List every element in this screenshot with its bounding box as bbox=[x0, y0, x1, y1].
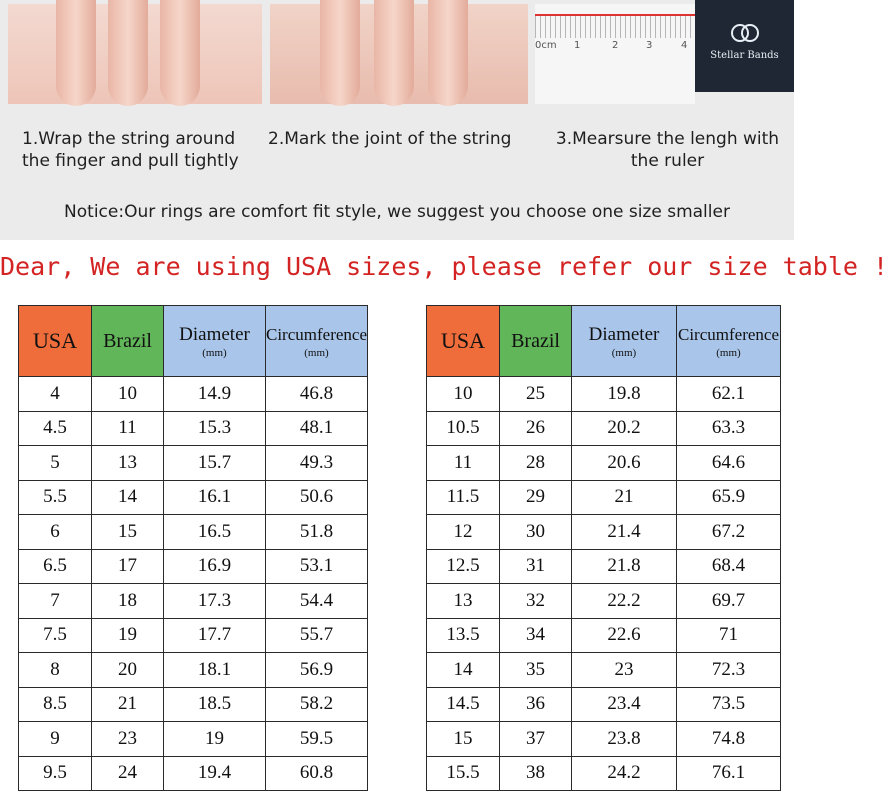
cell-usa: 10.5 bbox=[427, 411, 500, 446]
step-measure: 3.Mearsure the lengh with the ruler bbox=[555, 129, 780, 171]
cell-circumference: 69.7 bbox=[677, 584, 781, 619]
ruler-label: 2 bbox=[612, 40, 619, 51]
header-brazil: Brazil bbox=[500, 306, 572, 377]
cell-usa: 4 bbox=[19, 377, 92, 412]
header-brazil: Brazil bbox=[92, 306, 164, 377]
table-row bbox=[427, 653, 781, 688]
cell-brazil: 38 bbox=[500, 756, 572, 791]
cell-diameter: 21 bbox=[572, 480, 677, 515]
cell-usa: 11.5 bbox=[427, 480, 500, 515]
cell-usa: 12 bbox=[427, 515, 500, 550]
cell-diameter: 15.7 bbox=[164, 446, 266, 481]
cell-circumference: 62.1 bbox=[677, 377, 781, 412]
table-row bbox=[19, 756, 368, 791]
table-row bbox=[19, 377, 368, 412]
cell-brazil: 26 bbox=[500, 411, 572, 446]
size-headline: Dear, We are using USA sizes, please refer our size table ! bbox=[0, 252, 888, 281]
cell-usa: 7 bbox=[19, 584, 92, 619]
cell-circumference: 63.3 bbox=[677, 411, 781, 446]
cell-usa: 6 bbox=[19, 515, 92, 550]
rings-icon bbox=[728, 22, 762, 44]
cell-circumference: 68.4 bbox=[677, 549, 781, 584]
cell-usa: 9.5 bbox=[19, 756, 92, 791]
cell-diameter: 16.5 bbox=[164, 515, 266, 550]
notice-text: Notice:Our rings are comfort fit style, we suggest you choose one size smaller bbox=[64, 202, 730, 222]
cell-diameter: 23 bbox=[572, 653, 677, 688]
table-row bbox=[19, 446, 368, 481]
cell-circumference: 56.9 bbox=[266, 653, 368, 688]
step-wrap: 1.Wrap the string around the finger and pull tightly bbox=[22, 129, 239, 171]
cell-brazil: 11 bbox=[92, 411, 164, 446]
cell-brazil: 14 bbox=[92, 480, 164, 515]
cell-brazil: 35 bbox=[500, 653, 572, 688]
table-row bbox=[19, 653, 368, 688]
cell-usa: 15.5 bbox=[427, 756, 500, 791]
cell-circumference: 76.1 bbox=[677, 756, 781, 791]
table-row bbox=[427, 618, 781, 653]
cell-brazil: 25 bbox=[500, 377, 572, 412]
cell-diameter: 17.7 bbox=[164, 618, 266, 653]
finger-photo-mark bbox=[270, 4, 528, 104]
cell-diameter: 18.1 bbox=[164, 653, 266, 688]
cell-usa: 8 bbox=[19, 653, 92, 688]
cell-circumference: 71 bbox=[677, 618, 781, 653]
finger-photo-wrap bbox=[8, 4, 262, 104]
cell-diameter: 21.4 bbox=[572, 515, 677, 550]
table-row bbox=[19, 549, 368, 584]
cell-diameter: 16.1 bbox=[164, 480, 266, 515]
cell-diameter: 14.9 bbox=[164, 377, 266, 412]
ruler-photo bbox=[535, 4, 695, 104]
brand-name: Stellar Bands bbox=[710, 50, 779, 61]
brand-logo bbox=[695, 0, 794, 92]
cell-diameter: 19.4 bbox=[164, 756, 266, 791]
cell-diameter: 20.6 bbox=[572, 446, 677, 481]
table-row bbox=[19, 515, 368, 550]
cell-circumference: 65.9 bbox=[677, 480, 781, 515]
table-row bbox=[19, 687, 368, 722]
header-diameter: Diameter (mm) bbox=[572, 306, 677, 377]
table-row bbox=[19, 584, 368, 619]
cell-circumference: 46.8 bbox=[266, 377, 368, 412]
cell-usa: 12.5 bbox=[427, 549, 500, 584]
cell-brazil: 29 bbox=[500, 480, 572, 515]
ruler-label: 3 bbox=[646, 40, 653, 51]
table-row bbox=[427, 480, 781, 515]
cell-usa: 14.5 bbox=[427, 687, 500, 722]
cell-brazil: 18 bbox=[92, 584, 164, 619]
cell-circumference: 73.5 bbox=[677, 687, 781, 722]
table-row bbox=[19, 722, 368, 757]
cell-usa: 9 bbox=[19, 722, 92, 757]
header-circumference: Circumference (mm) bbox=[266, 306, 368, 377]
cell-circumference: 50.6 bbox=[266, 480, 368, 515]
cell-brazil: 32 bbox=[500, 584, 572, 619]
cell-brazil: 36 bbox=[500, 687, 572, 722]
cell-usa: 11 bbox=[427, 446, 500, 481]
ruler-label: 4 bbox=[681, 40, 688, 51]
table-row bbox=[427, 377, 781, 412]
cell-brazil: 24 bbox=[92, 756, 164, 791]
cell-usa: 7.5 bbox=[19, 618, 92, 653]
cell-usa: 4.5 bbox=[19, 411, 92, 446]
cell-circumference: 55.7 bbox=[266, 618, 368, 653]
cell-diameter: 23.8 bbox=[572, 722, 677, 757]
cell-usa: 5.5 bbox=[19, 480, 92, 515]
cell-brazil: 17 bbox=[92, 549, 164, 584]
table-row bbox=[427, 549, 781, 584]
cell-brazil: 21 bbox=[92, 687, 164, 722]
cell-usa: 10 bbox=[427, 377, 500, 412]
cell-usa: 13.5 bbox=[427, 618, 500, 653]
cell-circumference: 49.3 bbox=[266, 446, 368, 481]
table-row bbox=[427, 446, 781, 481]
cell-diameter: 19 bbox=[164, 722, 266, 757]
table-row bbox=[427, 584, 781, 619]
table-row bbox=[427, 515, 781, 550]
cell-usa: 6.5 bbox=[19, 549, 92, 584]
cell-diameter: 23.4 bbox=[572, 687, 677, 722]
cell-circumference: 54.4 bbox=[266, 584, 368, 619]
cell-brazil: 23 bbox=[92, 722, 164, 757]
size-table-left bbox=[18, 305, 368, 791]
cell-diameter: 16.9 bbox=[164, 549, 266, 584]
cell-circumference: 48.1 bbox=[266, 411, 368, 446]
cell-diameter: 15.3 bbox=[164, 411, 266, 446]
cell-usa: 15 bbox=[427, 722, 500, 757]
cell-brazil: 20 bbox=[92, 653, 164, 688]
cell-diameter: 20.2 bbox=[572, 411, 677, 446]
table-row bbox=[427, 411, 781, 446]
header-circumference: Circumference (mm) bbox=[677, 306, 781, 377]
cell-usa: 8.5 bbox=[19, 687, 92, 722]
cell-circumference: 72.3 bbox=[677, 653, 781, 688]
header-diameter: Diameter (mm) bbox=[164, 306, 266, 377]
cell-diameter: 21.8 bbox=[572, 549, 677, 584]
cell-circumference: 51.8 bbox=[266, 515, 368, 550]
cell-diameter: 17.3 bbox=[164, 584, 266, 619]
header-usa: USA bbox=[427, 306, 500, 377]
cell-usa: 14 bbox=[427, 653, 500, 688]
cell-diameter: 22.2 bbox=[572, 584, 677, 619]
cell-brazil: 15 bbox=[92, 515, 164, 550]
cell-circumference: 58.2 bbox=[266, 687, 368, 722]
cell-circumference: 67.2 bbox=[677, 515, 781, 550]
cell-diameter: 19.8 bbox=[572, 377, 677, 412]
cell-usa: 5 bbox=[19, 446, 92, 481]
step-mark: 2.Mark the joint of the string bbox=[268, 129, 512, 149]
cell-brazil: 30 bbox=[500, 515, 572, 550]
cell-diameter: 24.2 bbox=[572, 756, 677, 791]
cell-diameter: 18.5 bbox=[164, 687, 266, 722]
ruler-label: 1 bbox=[574, 40, 581, 51]
cell-brazil: 37 bbox=[500, 722, 572, 757]
cell-brazil: 10 bbox=[92, 377, 164, 412]
cell-circumference: 59.5 bbox=[266, 722, 368, 757]
cell-diameter: 22.6 bbox=[572, 618, 677, 653]
cell-circumference: 74.8 bbox=[677, 722, 781, 757]
table-row bbox=[19, 480, 368, 515]
cell-brazil: 13 bbox=[92, 446, 164, 481]
cell-circumference: 53.1 bbox=[266, 549, 368, 584]
cell-circumference: 64.6 bbox=[677, 446, 781, 481]
header-usa: USA bbox=[19, 306, 92, 377]
table-row bbox=[427, 722, 781, 757]
cell-circumference: 60.8 bbox=[266, 756, 368, 791]
table-row bbox=[19, 618, 368, 653]
cell-brazil: 19 bbox=[92, 618, 164, 653]
ruler-label: 0cm bbox=[535, 40, 557, 51]
cell-brazil: 34 bbox=[500, 618, 572, 653]
table-row bbox=[427, 687, 781, 722]
size-table-right bbox=[426, 305, 781, 791]
table-row bbox=[19, 411, 368, 446]
cell-brazil: 31 bbox=[500, 549, 572, 584]
cell-usa: 13 bbox=[427, 584, 500, 619]
table-row bbox=[427, 756, 781, 791]
cell-brazil: 28 bbox=[500, 446, 572, 481]
